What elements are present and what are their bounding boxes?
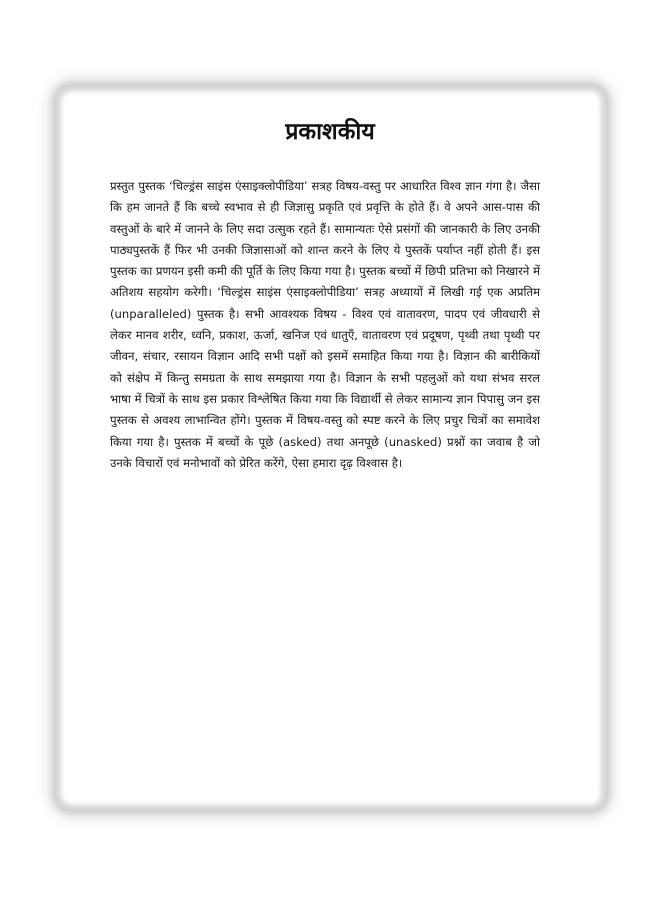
body-paragraph: प्रस्तुत पुस्तक ‘चिल्ड्रंस साइंस एंसाइक्लोपीडिया’ सत्रह विषय-वस्तु पर आधारित विश्व ज्ञान गंगा है। जैसा कि हम जानते हैं कि बच्चे स्वभाव से ही जिज्ञासु प्रकृति एवं प्रवृत्ति के होते हैं। वे अपने आस-पास की वस्तुओं के बारे में जानने के लिए सदा उत्सुक रहते हैं। सामान्यतः ऐसे प्रसंगों की जानकारी के लिए उनकी पाठ्यपुस्तकें हैं फिर भी उनकी जिज्ञासाओं को शान्त करने के लिए ये पुस्तकें पर्याप्त नहीं होती हैं। इस पुस्तक का प्रणयन इसी कमी की पूर्ति के लिए किया गया है। पुस्तक बच्चों में छिपी प्रतिभा को निखारने में अतिशय सहयोग करेगी। ‘चिल्ड्रंस साइंस एंसाइक्लोपीडिया’ सत्रह अध्यायों में लिखी गई एक अप्रतिम (unparalleled) पुस्तक है। सभी आवश्यक विषय - विश्व एवं वातावरण, पादप एवं जीवधारी से लेकर मानव शरीर, ध्वनि, प्रकाश, ऊर्जा, खनिज एवं धातुएँ, वातावरण एवं प्रदूषण, पृथ्वी तथा पृथ्वी पर जीवन, संचार, रसायन विज्ञान आदि सभी पक्षों को इसमें समाहित किया गया है। विज्ञान की बारीकियों को संक्षेप में किन्तु समग्रता के साथ समझाया गया है। विज्ञान के सभी पहलुओं को यथा संभव सरल भाषा में चित्रों के साथ इस प्रकार विश्लेषित किया गया कि विद्यार्थी से लेकर सामान्य ज्ञान पिपासु जन इस पुस्तक से अवश्य लाभान्वित होंगे। पुस्तक में विषय-वस्तु को स्पष्ट करने के लिए प्रचुर चित्रों का समावेश किया गया है। पुस्तक में बच्चों के पूछे (asked) तथा अनपूछे (unasked) प्रश्नों का जवाब है जो उनके विचारों एवं मनोभावों को प्रेरित करेंगे, ऐसा हमारा दृढ़ विश्वास है। xyxy=(110,179,540,470)
page-title: प्रकाशकीय xyxy=(285,119,375,145)
